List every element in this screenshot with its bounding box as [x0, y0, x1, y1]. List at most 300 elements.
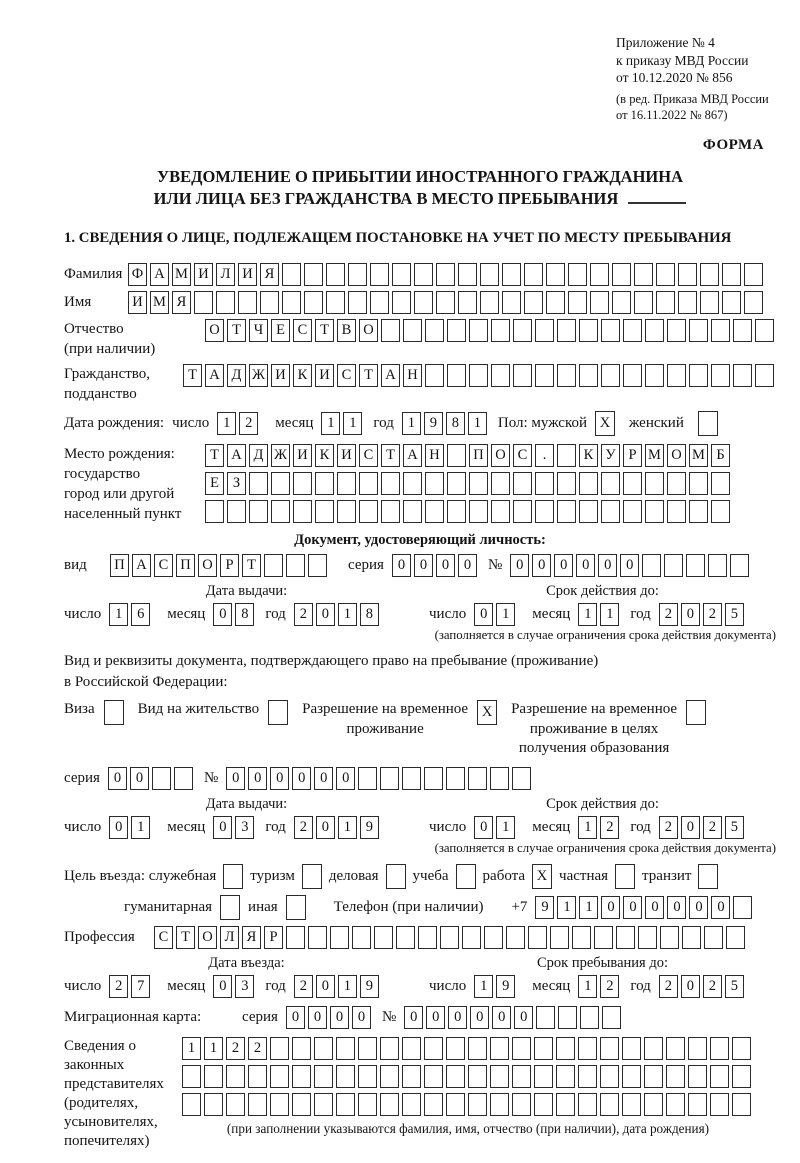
char-cell[interactable] — [601, 364, 620, 387]
char-cell[interactable]: Я — [242, 926, 261, 949]
char-cell[interactable]: 0 — [130, 767, 149, 790]
char-cell[interactable]: И — [271, 364, 290, 387]
char-cell[interactable] — [689, 472, 708, 495]
char-cell[interactable]: М — [689, 444, 708, 467]
char-cell[interactable]: И — [238, 263, 257, 286]
char-cell[interactable]: Т — [227, 319, 246, 342]
char-cell[interactable] — [506, 926, 525, 949]
char-cell[interactable] — [249, 472, 268, 495]
char-cell[interactable]: 2 — [703, 975, 722, 998]
char-cell[interactable] — [425, 364, 444, 387]
char-cell[interactable] — [590, 291, 609, 314]
char-cell[interactable]: С — [337, 364, 356, 387]
char-cell[interactable] — [358, 767, 377, 790]
char-cell[interactable]: 1 — [402, 412, 421, 435]
char-cell[interactable] — [293, 472, 312, 495]
char-cell[interactable] — [535, 472, 554, 495]
char-cell[interactable] — [248, 1065, 267, 1088]
char-cell[interactable] — [534, 1093, 553, 1116]
char-cell[interactable]: 9 — [496, 975, 515, 998]
char-cell[interactable] — [579, 472, 598, 495]
char-cell[interactable] — [645, 319, 664, 342]
char-cell[interactable] — [468, 767, 487, 790]
purpose-tourism-checkbox[interactable] — [302, 864, 322, 889]
char-cell[interactable] — [579, 500, 598, 523]
char-cell[interactable]: 0 — [316, 975, 335, 998]
char-cell[interactable]: 0 — [470, 1006, 489, 1029]
char-cell[interactable]: 0 — [492, 1006, 511, 1029]
purpose-transit-checkbox[interactable] — [698, 864, 718, 889]
char-cell[interactable] — [380, 1037, 399, 1060]
char-cell[interactable] — [535, 364, 554, 387]
char-cell[interactable] — [733, 364, 752, 387]
char-cell[interactable] — [264, 554, 283, 577]
char-cell[interactable]: 6 — [131, 603, 150, 626]
char-cell[interactable] — [447, 364, 466, 387]
char-cell[interactable] — [315, 500, 334, 523]
char-cell[interactable] — [556, 1037, 575, 1060]
char-cell[interactable] — [270, 1093, 289, 1116]
char-cell[interactable] — [557, 472, 576, 495]
char-cell[interactable]: М — [172, 263, 191, 286]
char-cell[interactable]: 0 — [316, 816, 335, 839]
temp-residence-edu-checkbox[interactable] — [686, 700, 706, 725]
char-cell[interactable] — [678, 291, 697, 314]
purpose-business-checkbox[interactable] — [386, 864, 406, 889]
char-cell[interactable] — [304, 291, 323, 314]
char-cell[interactable]: 2 — [294, 603, 313, 626]
char-cell[interactable]: 1 — [343, 412, 362, 435]
char-cell[interactable]: 1 — [109, 603, 128, 626]
char-cell[interactable] — [491, 319, 510, 342]
char-cell[interactable] — [556, 1093, 575, 1116]
char-cell[interactable] — [568, 263, 587, 286]
char-cell[interactable] — [710, 1093, 729, 1116]
char-cell[interactable] — [436, 263, 455, 286]
char-cell[interactable] — [314, 1065, 333, 1088]
char-cell[interactable] — [732, 1037, 751, 1060]
char-cell[interactable] — [469, 472, 488, 495]
char-cell[interactable] — [600, 1093, 619, 1116]
char-cell[interactable] — [590, 263, 609, 286]
char-cell[interactable] — [403, 500, 422, 523]
char-cell[interactable]: 0 — [448, 1006, 467, 1029]
char-cell[interactable] — [623, 319, 642, 342]
char-cell[interactable] — [446, 1065, 465, 1088]
char-cell[interactable] — [425, 319, 444, 342]
char-cell[interactable]: 1 — [496, 603, 515, 626]
char-cell[interactable] — [358, 1037, 377, 1060]
char-cell[interactable]: Л — [220, 926, 239, 949]
char-cell[interactable]: 1 — [578, 603, 597, 626]
char-cell[interactable]: С — [513, 444, 532, 467]
char-cell[interactable] — [622, 1037, 641, 1060]
char-cell[interactable]: 0 — [213, 603, 232, 626]
char-cell[interactable]: И — [293, 444, 312, 467]
char-cell[interactable] — [524, 263, 543, 286]
char-cell[interactable] — [535, 319, 554, 342]
char-cell[interactable] — [271, 500, 290, 523]
char-cell[interactable] — [744, 263, 763, 286]
char-cell[interactable] — [711, 500, 730, 523]
char-cell[interactable]: Т — [359, 364, 378, 387]
char-cell[interactable]: 2 — [294, 816, 313, 839]
char-cell[interactable] — [282, 263, 301, 286]
char-cell[interactable]: 1 — [204, 1037, 223, 1060]
char-cell[interactable] — [462, 926, 481, 949]
char-cell[interactable]: Т — [381, 444, 400, 467]
char-cell[interactable] — [711, 364, 730, 387]
char-cell[interactable] — [644, 1065, 663, 1088]
char-cell[interactable]: 2 — [703, 816, 722, 839]
char-cell[interactable] — [513, 364, 532, 387]
char-cell[interactable]: 0 — [681, 816, 700, 839]
char-cell[interactable]: О — [491, 444, 510, 467]
char-cell[interactable] — [557, 364, 576, 387]
char-cell[interactable] — [689, 500, 708, 523]
char-cell[interactable]: О — [198, 926, 217, 949]
char-cell[interactable] — [491, 472, 510, 495]
char-cell[interactable]: 0 — [645, 896, 664, 919]
char-cell[interactable] — [204, 1065, 223, 1088]
char-cell[interactable] — [601, 472, 620, 495]
char-cell[interactable]: Р — [264, 926, 283, 949]
char-cell[interactable]: 2 — [659, 975, 678, 998]
char-cell[interactable] — [642, 554, 661, 577]
char-cell[interactable] — [337, 472, 356, 495]
char-cell[interactable] — [513, 319, 532, 342]
char-cell[interactable] — [491, 500, 510, 523]
char-cell[interactable]: У — [601, 444, 620, 467]
char-cell[interactable]: А — [403, 444, 422, 467]
char-cell[interactable]: 8 — [446, 412, 465, 435]
char-cell[interactable] — [512, 1065, 531, 1088]
char-cell[interactable]: 9 — [535, 896, 554, 919]
char-cell[interactable]: 1 — [338, 816, 357, 839]
char-cell[interactable] — [484, 926, 503, 949]
char-cell[interactable] — [634, 263, 653, 286]
char-cell[interactable] — [248, 1093, 267, 1116]
char-cell[interactable] — [447, 319, 466, 342]
char-cell[interactable] — [700, 291, 719, 314]
char-cell[interactable]: 9 — [424, 412, 443, 435]
char-cell[interactable]: 0 — [392, 554, 411, 577]
char-cell[interactable] — [359, 500, 378, 523]
char-cell[interactable] — [513, 500, 532, 523]
char-cell[interactable]: М — [150, 291, 169, 314]
char-cell[interactable] — [645, 500, 664, 523]
char-cell[interactable]: 0 — [336, 767, 355, 790]
char-cell[interactable] — [358, 1065, 377, 1088]
char-cell[interactable]: С — [154, 554, 173, 577]
char-cell[interactable] — [260, 291, 279, 314]
char-cell[interactable]: 7 — [131, 975, 150, 998]
char-cell[interactable]: 0 — [404, 1006, 423, 1029]
char-cell[interactable] — [381, 472, 400, 495]
char-cell[interactable]: 0 — [414, 554, 433, 577]
char-cell[interactable]: 9 — [360, 975, 379, 998]
char-cell[interactable] — [205, 500, 224, 523]
char-cell[interactable]: 0 — [598, 554, 617, 577]
char-cell[interactable] — [534, 1037, 553, 1060]
char-cell[interactable] — [732, 1093, 751, 1116]
char-cell[interactable]: Т — [176, 926, 195, 949]
char-cell[interactable] — [711, 472, 730, 495]
char-cell[interactable] — [667, 472, 686, 495]
char-cell[interactable]: Б — [711, 444, 730, 467]
char-cell[interactable] — [380, 1093, 399, 1116]
char-cell[interactable] — [458, 291, 477, 314]
char-cell[interactable]: 1 — [131, 816, 150, 839]
char-cell[interactable]: А — [132, 554, 151, 577]
char-cell[interactable]: 1 — [496, 816, 515, 839]
char-cell[interactable]: О — [205, 319, 224, 342]
char-cell[interactable] — [546, 291, 565, 314]
char-cell[interactable] — [558, 1006, 577, 1029]
char-cell[interactable] — [612, 263, 631, 286]
visa-checkbox[interactable] — [104, 700, 124, 725]
char-cell[interactable]: 0 — [248, 767, 267, 790]
char-cell[interactable] — [440, 926, 459, 949]
char-cell[interactable]: 0 — [623, 896, 642, 919]
char-cell[interactable]: 1 — [468, 412, 487, 435]
char-cell[interactable] — [512, 767, 531, 790]
char-cell[interactable]: Т — [315, 319, 334, 342]
char-cell[interactable]: Е — [271, 319, 290, 342]
char-cell[interactable] — [418, 926, 437, 949]
char-cell[interactable] — [601, 319, 620, 342]
char-cell[interactable] — [286, 926, 305, 949]
char-cell[interactable] — [308, 926, 327, 949]
char-cell[interactable]: Ж — [249, 364, 268, 387]
char-cell[interactable]: 1 — [557, 896, 576, 919]
char-cell[interactable] — [468, 1065, 487, 1088]
char-cell[interactable]: 2 — [294, 975, 313, 998]
char-cell[interactable] — [226, 1065, 245, 1088]
char-cell[interactable] — [194, 291, 213, 314]
char-cell[interactable]: И — [315, 364, 334, 387]
char-cell[interactable]: 0 — [510, 554, 529, 577]
char-cell[interactable]: З — [227, 472, 246, 495]
char-cell[interactable] — [601, 500, 620, 523]
char-cell[interactable] — [326, 291, 345, 314]
char-cell[interactable] — [381, 319, 400, 342]
char-cell[interactable]: П — [469, 444, 488, 467]
char-cell[interactable]: Ч — [249, 319, 268, 342]
char-cell[interactable]: 0 — [330, 1006, 349, 1029]
char-cell[interactable] — [512, 1093, 531, 1116]
char-cell[interactable] — [348, 291, 367, 314]
char-cell[interactable] — [536, 1006, 555, 1029]
char-cell[interactable] — [414, 263, 433, 286]
char-cell[interactable]: Р — [623, 444, 642, 467]
char-cell[interactable]: 0 — [316, 603, 335, 626]
char-cell[interactable]: 5 — [725, 816, 744, 839]
char-cell[interactable]: Т — [205, 444, 224, 467]
char-cell[interactable]: 2 — [659, 816, 678, 839]
char-cell[interactable] — [402, 1037, 421, 1060]
char-cell[interactable] — [446, 1093, 465, 1116]
char-cell[interactable] — [403, 472, 422, 495]
char-cell[interactable] — [682, 926, 701, 949]
char-cell[interactable] — [336, 1037, 355, 1060]
char-cell[interactable]: 1 — [579, 896, 598, 919]
char-cell[interactable] — [689, 364, 708, 387]
char-cell[interactable]: И — [128, 291, 147, 314]
char-cell[interactable]: 0 — [270, 767, 289, 790]
char-cell[interactable] — [710, 1037, 729, 1060]
char-cell[interactable] — [403, 319, 422, 342]
char-cell[interactable] — [704, 926, 723, 949]
char-cell[interactable]: 1 — [578, 816, 597, 839]
char-cell[interactable]: 1 — [182, 1037, 201, 1060]
char-cell[interactable] — [755, 319, 774, 342]
char-cell[interactable]: Я — [260, 263, 279, 286]
char-cell[interactable] — [447, 500, 466, 523]
char-cell[interactable] — [708, 554, 727, 577]
char-cell[interactable]: 1 — [217, 412, 236, 435]
char-cell[interactable] — [645, 472, 664, 495]
char-cell[interactable] — [524, 291, 543, 314]
char-cell[interactable] — [271, 472, 290, 495]
char-cell[interactable] — [623, 472, 642, 495]
char-cell[interactable] — [600, 1065, 619, 1088]
char-cell[interactable]: 2 — [659, 603, 678, 626]
char-cell[interactable]: 0 — [292, 767, 311, 790]
char-cell[interactable]: Ф — [128, 263, 147, 286]
char-cell[interactable] — [726, 926, 745, 949]
char-cell[interactable] — [425, 472, 444, 495]
char-cell[interactable] — [392, 291, 411, 314]
char-cell[interactable] — [424, 1037, 443, 1060]
char-cell[interactable] — [249, 500, 268, 523]
purpose-private-checkbox[interactable] — [615, 864, 635, 889]
char-cell[interactable]: П — [176, 554, 195, 577]
char-cell[interactable]: Н — [425, 444, 444, 467]
char-cell[interactable] — [535, 500, 554, 523]
char-cell[interactable] — [337, 500, 356, 523]
char-cell[interactable]: Д — [249, 444, 268, 467]
char-cell[interactable] — [616, 926, 635, 949]
char-cell[interactable] — [550, 926, 569, 949]
char-cell[interactable] — [580, 1006, 599, 1029]
char-cell[interactable] — [546, 263, 565, 286]
char-cell[interactable]: 0 — [108, 767, 127, 790]
char-cell[interactable]: К — [315, 444, 334, 467]
char-cell[interactable] — [424, 767, 443, 790]
char-cell[interactable]: 8 — [360, 603, 379, 626]
char-cell[interactable] — [733, 896, 752, 919]
char-cell[interactable]: О — [359, 319, 378, 342]
char-cell[interactable] — [557, 444, 576, 467]
char-cell[interactable] — [656, 291, 675, 314]
char-cell[interactable] — [528, 926, 547, 949]
char-cell[interactable]: 2 — [248, 1037, 267, 1060]
char-cell[interactable] — [502, 263, 521, 286]
char-cell[interactable] — [644, 1037, 663, 1060]
char-cell[interactable]: 0 — [474, 816, 493, 839]
char-cell[interactable] — [491, 364, 510, 387]
char-cell[interactable] — [623, 500, 642, 523]
char-cell[interactable] — [359, 472, 378, 495]
char-cell[interactable]: 0 — [426, 1006, 445, 1029]
char-cell[interactable] — [512, 1037, 531, 1060]
char-cell[interactable] — [182, 1093, 201, 1116]
char-cell[interactable] — [216, 291, 235, 314]
char-cell[interactable] — [402, 767, 421, 790]
char-cell[interactable]: 2 — [226, 1037, 245, 1060]
char-cell[interactable]: А — [205, 364, 224, 387]
char-cell[interactable] — [402, 1093, 421, 1116]
char-cell[interactable]: 2 — [703, 603, 722, 626]
char-cell[interactable] — [469, 500, 488, 523]
char-cell[interactable]: Ж — [271, 444, 290, 467]
char-cell[interactable] — [557, 500, 576, 523]
char-cell[interactable] — [579, 319, 598, 342]
char-cell[interactable]: 8 — [235, 603, 254, 626]
sex-male-checkbox[interactable]: X — [595, 411, 615, 436]
char-cell[interactable] — [667, 319, 686, 342]
char-cell[interactable] — [282, 291, 301, 314]
char-cell[interactable]: В — [337, 319, 356, 342]
char-cell[interactable] — [666, 1037, 685, 1060]
residence-permit-checkbox[interactable] — [268, 700, 288, 725]
char-cell[interactable] — [656, 263, 675, 286]
char-cell[interactable]: Н — [403, 364, 422, 387]
char-cell[interactable] — [490, 1065, 509, 1088]
char-cell[interactable] — [711, 319, 730, 342]
char-cell[interactable]: 0 — [474, 603, 493, 626]
char-cell[interactable] — [622, 1065, 641, 1088]
char-cell[interactable] — [446, 1037, 465, 1060]
char-cell[interactable] — [425, 500, 444, 523]
char-cell[interactable]: А — [227, 444, 246, 467]
sex-female-checkbox[interactable] — [698, 411, 718, 436]
char-cell[interactable]: Л — [216, 263, 235, 286]
char-cell[interactable]: П — [110, 554, 129, 577]
char-cell[interactable]: 0 — [532, 554, 551, 577]
purpose-study-checkbox[interactable] — [456, 864, 476, 889]
char-cell[interactable] — [336, 1065, 355, 1088]
char-cell[interactable] — [308, 554, 327, 577]
char-cell[interactable] — [336, 1093, 355, 1116]
char-cell[interactable]: Р — [220, 554, 239, 577]
purpose-official-checkbox[interactable] — [223, 864, 243, 889]
char-cell[interactable] — [292, 1093, 311, 1116]
char-cell[interactable]: 0 — [436, 554, 455, 577]
char-cell[interactable] — [689, 319, 708, 342]
char-cell[interactable] — [572, 926, 591, 949]
char-cell[interactable] — [424, 1093, 443, 1116]
char-cell[interactable] — [744, 291, 763, 314]
char-cell[interactable]: И — [337, 444, 356, 467]
char-cell[interactable]: К — [579, 444, 598, 467]
char-cell[interactable] — [315, 472, 334, 495]
char-cell[interactable]: 0 — [576, 554, 595, 577]
char-cell[interactable] — [688, 1093, 707, 1116]
char-cell[interactable] — [666, 1065, 685, 1088]
char-cell[interactable]: 0 — [213, 816, 232, 839]
char-cell[interactable] — [446, 767, 465, 790]
char-cell[interactable]: 1 — [600, 603, 619, 626]
char-cell[interactable] — [579, 364, 598, 387]
char-cell[interactable]: 5 — [725, 975, 744, 998]
char-cell[interactable]: 0 — [681, 975, 700, 998]
char-cell[interactable] — [480, 291, 499, 314]
temp-residence-checkbox[interactable]: X — [477, 700, 497, 725]
char-cell[interactable] — [568, 291, 587, 314]
char-cell[interactable] — [227, 500, 246, 523]
